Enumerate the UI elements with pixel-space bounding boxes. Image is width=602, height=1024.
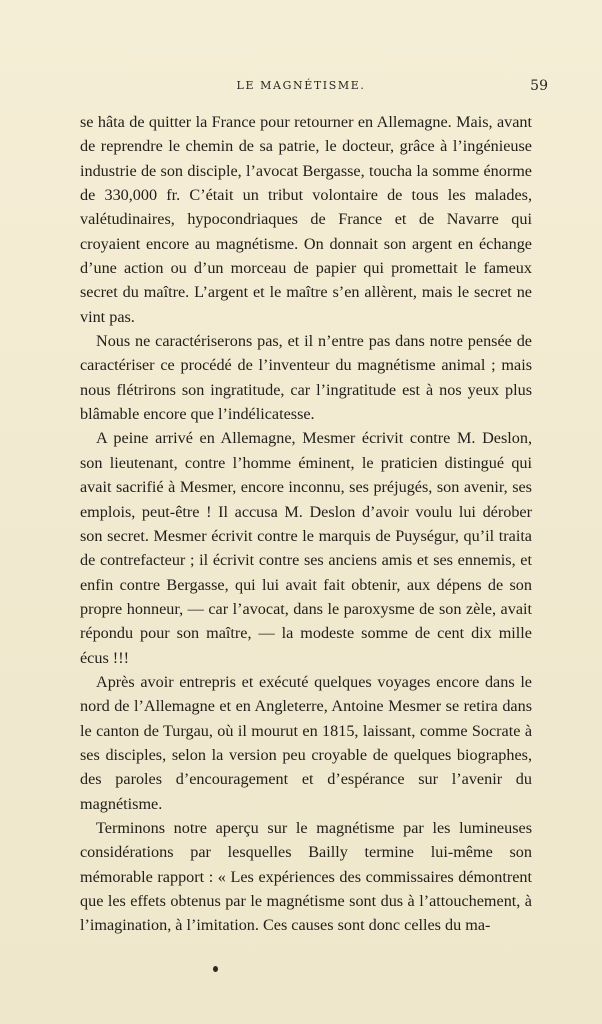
running-head [0, 78, 602, 96]
paragraph-4: Après avoir entrepris et exécuté quelques voyages encore dans le nord de l’Allemagne et en Angleterre, Antoine Mesmer se retira dans le canton de Turgau, où il mourut en 1815, laissant, comme Socrate à ses disciples, selon la version peu croyable de quelques biographes, des paroles d’encouragement et d’espérance sur l’avenir du magnétisme. [80, 672, 532, 813]
ink-dot [213, 966, 218, 972]
paragraph-5: Terminons notre aperçu sur le magnétisme par les lumineuses considérations par lesquelles Bailly termine lui-même son mémorable rapport : « Les expériences des commissaires démontrent que les effets obtenus par le magnétisme sont dus à l’attouchement, à l’imagination, à l’imitation. Ces causes sont donc celles du ma- [80, 818, 532, 935]
body-text [80, 110, 532, 938]
paragraph-2: Nous ne caractériserons pas, et il n’entre pas dans notre pensée de caractériser ce procédé de l’inventeur du magnétisme animal ; mais nous flétrirons son ingratitude, car l’ingratitude est à nos yeux plus blâmable encore que l’indélicatesse. [80, 332, 532, 424]
page-number: 59 [530, 78, 548, 94]
paragraph-3: A peine arrivé en Allemagne, Mesmer écrivit contre M. Deslon, son lieutenant, contre l’homme éminent, le praticien distingué qui avait sacrifié à Mesmer, encore inconnu, ses préjugés, son avenir, ses emplois, peut-être ! Il accusa M. Deslon d’avoir voulu lui dérober son secret. Mesmer écrivit contre le marquis de Puységur, qu’il traita de contrefacteur ; il écrivit contre ses anciens amis et ses ennemis, et enfin contre Bergasse, qui lui avait fait obtenir, aux dépens de son propre honneur, — car l’avocat, dans le paroxysme de son zèle, avait répondu pour son maître, — la modeste somme de cent dix mille écus !!! [80, 429, 532, 667]
paragraph-1: se hâta de quitter la France pour retourner en Allemagne. Mais, avant de reprendre le chemin de sa patrie, le docteur, grâce à l’ingénieuse industrie de son disciple, l’avocat Bergasse, toucha la somme énorme de 330,000 fr. C’était un tribut volontaire de tous les malades, valétudinaires, hypocondriaques de France et de Navarre qui croyaient encore au magnétisme. On donnait son argent en échange d’une action ou d’un morceau de papier qui promettait le fameux secret du maître. L’argent et le maître s’en allèrent, mais le secret ne vint pas. [80, 113, 532, 326]
running-title: LE MAGNÉTISME. [236, 79, 366, 92]
